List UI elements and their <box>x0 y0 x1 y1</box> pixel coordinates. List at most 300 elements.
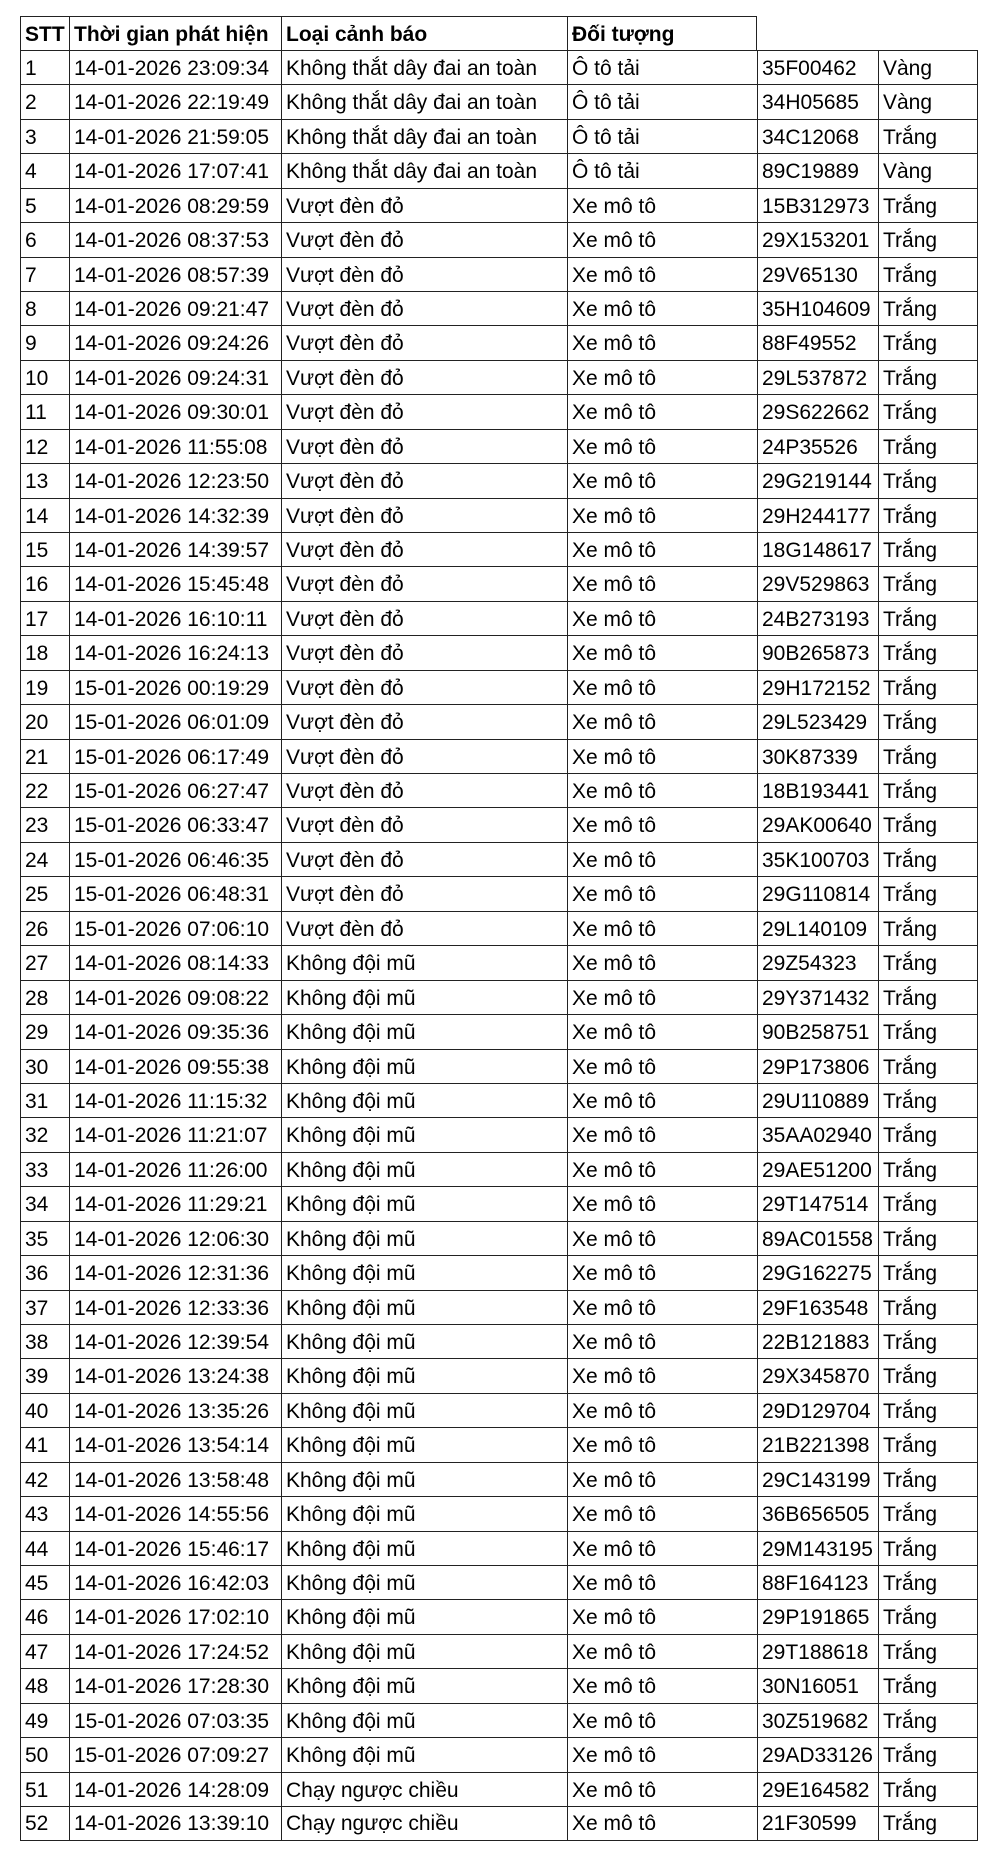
alert-type-cell: Vượt đèn đỏ <box>281 670 567 705</box>
vehicle-type-cell: Xe mô tô <box>567 257 757 292</box>
plate-number-cell: 90B265873 <box>757 635 878 671</box>
plate-color-cell: Trắng <box>878 773 978 808</box>
alert-type-cell: Không đội mũ <box>281 1083 567 1118</box>
plate-color-cell: Trắng <box>878 1186 978 1222</box>
detected-time-cell: 15-01-2026 06:48:31 <box>69 876 281 912</box>
vehicle-type-cell: Xe mô tô <box>567 876 757 912</box>
detected-time-cell: 15-01-2026 07:03:35 <box>69 1703 281 1738</box>
stt-cell: 34 <box>20 1186 69 1222</box>
plate-number-cell: 29L523429 <box>757 704 878 740</box>
stt-cell: 2 <box>20 84 69 120</box>
plate-color-cell: Trắng <box>878 257 978 292</box>
plate-color-cell: Trắng <box>878 360 978 395</box>
alert-type-cell: Vượt đèn đỏ <box>281 325 567 361</box>
alert-type-cell: Không thắt dây đai an toàn <box>281 153 567 189</box>
plate-color-cell: Trắng <box>878 1772 978 1807</box>
stt-cell: 35 <box>20 1221 69 1256</box>
plate-color-cell: Trắng <box>878 1393 978 1428</box>
plate-number-cell: 35H104609 <box>757 291 878 326</box>
plate-number-cell: 29G162275 <box>757 1255 878 1291</box>
vehicle-type-cell: Xe mô tô <box>567 1599 757 1635</box>
plate-number-cell: 90B258751 <box>757 1014 878 1050</box>
plate-color-cell: Trắng <box>878 1117 978 1153</box>
vehicle-type-cell: Xe mô tô <box>567 635 757 671</box>
stt-cell: 19 <box>20 670 69 705</box>
plate-color-cell: Trắng <box>878 704 978 740</box>
plate-number-cell: 35F00462 <box>757 50 878 85</box>
detected-time-cell: 14-01-2026 14:28:09 <box>69 1772 281 1807</box>
plate-color-cell: Trắng <box>878 601 978 636</box>
stt-cell: 15 <box>20 532 69 567</box>
detected-time-cell: 14-01-2026 17:24:52 <box>69 1634 281 1669</box>
vehicle-type-cell: Xe mô tô <box>567 566 757 602</box>
alert-type-cell: Vượt đèn đỏ <box>281 704 567 740</box>
detected-time-cell: 14-01-2026 09:24:26 <box>69 325 281 361</box>
vehicle-type-cell: Xe mô tô <box>567 222 757 258</box>
vehicle-type-cell: Xe mô tô <box>567 463 757 499</box>
alert-type-cell: Không đội mũ <box>281 1599 567 1635</box>
alert-type-cell: Vượt đèn đỏ <box>281 222 567 258</box>
vehicle-type-cell: Xe mô tô <box>567 1634 757 1669</box>
vehicle-type-cell: Xe mô tô <box>567 773 757 808</box>
plate-number-cell: 29T147514 <box>757 1186 878 1222</box>
vehicle-type-cell: Xe mô tô <box>567 1083 757 1118</box>
alert-type-cell: Vượt đèn đỏ <box>281 635 567 671</box>
vehicle-type-cell: Xe mô tô <box>567 1221 757 1256</box>
alert-type-cell: Vượt đèn đỏ <box>281 498 567 533</box>
stt-cell: 32 <box>20 1117 69 1153</box>
alert-type-cell: Vượt đèn đỏ <box>281 911 567 946</box>
plate-color-cell: Trắng <box>878 188 978 223</box>
vehicle-type-cell: Xe mô tô <box>567 601 757 636</box>
vehicle-type-cell: Xe mô tô <box>567 498 757 533</box>
stt-cell: 50 <box>20 1737 69 1773</box>
stt-cell: 25 <box>20 876 69 912</box>
vehicle-type-cell: Xe mô tô <box>567 360 757 395</box>
detected-time-cell: 14-01-2026 14:55:56 <box>69 1496 281 1532</box>
alert-type-cell: Vượt đèn đỏ <box>281 257 567 292</box>
vehicle-type-cell: Ô tô tải <box>567 84 757 120</box>
alert-type-cell: Không đội mũ <box>281 980 567 1015</box>
stt-cell: 7 <box>20 257 69 292</box>
alert-type-cell: Không đội mũ <box>281 1186 567 1222</box>
alert-type-cell: Vượt đèn đỏ <box>281 360 567 395</box>
detected-time-cell: 14-01-2026 17:07:41 <box>69 153 281 189</box>
alert-type-cell: Không đội mũ <box>281 1324 567 1359</box>
stt-cell: 11 <box>20 394 69 430</box>
alert-type-cell: Vượt đèn đỏ <box>281 566 567 602</box>
detected-time-cell: 14-01-2026 16:10:11 <box>69 601 281 636</box>
stt-cell: 18 <box>20 635 69 671</box>
detected-time-cell: 15-01-2026 00:19:29 <box>69 670 281 705</box>
detected-time-cell: 14-01-2026 12:06:30 <box>69 1221 281 1256</box>
stt-cell: 12 <box>20 429 69 464</box>
stt-cell: 46 <box>20 1599 69 1635</box>
vehicle-type-cell: Xe mô tô <box>567 325 757 361</box>
plate-color-cell: Trắng <box>878 1496 978 1532</box>
vehicle-type-cell: Xe mô tô <box>567 1186 757 1222</box>
detected-time-cell: 15-01-2026 06:17:49 <box>69 739 281 774</box>
alert-type-cell: Không đội mũ <box>281 1358 567 1394</box>
plate-color-cell: Trắng <box>878 1531 978 1566</box>
vehicle-type-cell: Xe mô tô <box>567 1462 757 1497</box>
alert-type-cell: Không đội mũ <box>281 1221 567 1256</box>
plate-number-cell: 30N16051 <box>757 1668 878 1704</box>
plate-number-cell: 34H05685 <box>757 84 878 120</box>
detected-time-cell: 14-01-2026 09:21:47 <box>69 291 281 326</box>
plate-number-cell: 29G110814 <box>757 876 878 912</box>
header-stt: STT <box>20 16 69 51</box>
plate-color-cell: Trắng <box>878 1152 978 1187</box>
plate-color-cell: Trắng <box>878 1427 978 1463</box>
plate-color-cell: Trắng <box>878 1358 978 1394</box>
plate-number-cell: 18B193441 <box>757 773 878 808</box>
plate-color-cell: Trắng <box>878 1083 978 1118</box>
detected-time-cell: 14-01-2026 13:54:14 <box>69 1427 281 1463</box>
alert-type-cell: Không đội mũ <box>281 1462 567 1497</box>
plate-color-cell: Trắng <box>878 394 978 430</box>
stt-cell: 45 <box>20 1565 69 1600</box>
alert-type-cell: Không thắt dây đai an toàn <box>281 50 567 85</box>
plate-color-cell: Trắng <box>878 980 978 1015</box>
plate-number-cell: 29H172152 <box>757 670 878 705</box>
plate-color-cell: Trắng <box>878 1049 978 1084</box>
alert-type-cell: Không đội mũ <box>281 1117 567 1153</box>
plate-color-cell: Trắng <box>878 842 978 877</box>
vehicle-type-cell: Xe mô tô <box>567 670 757 705</box>
vehicle-type-cell: Xe mô tô <box>567 911 757 946</box>
alert-type-cell: Vượt đèn đỏ <box>281 773 567 808</box>
alert-type-cell: Không đội mũ <box>281 1427 567 1463</box>
plate-color-cell: Trắng <box>878 1634 978 1669</box>
plate-color-cell: Trắng <box>878 291 978 326</box>
plate-color-cell: Trắng <box>878 1255 978 1291</box>
stt-cell: 43 <box>20 1496 69 1532</box>
vehicle-type-cell: Xe mô tô <box>567 1290 757 1325</box>
plate-number-cell: 29V65130 <box>757 257 878 292</box>
plate-number-cell: 88F49552 <box>757 325 878 361</box>
plate-color-cell: Vàng <box>878 153 978 189</box>
stt-cell: 1 <box>20 50 69 85</box>
vehicle-type-cell: Xe mô tô <box>567 1324 757 1359</box>
vehicle-type-cell: Xe mô tô <box>567 1427 757 1463</box>
detected-time-cell: 14-01-2026 16:42:03 <box>69 1565 281 1600</box>
alert-type-cell: Không đội mũ <box>281 945 567 981</box>
stt-cell: 30 <box>20 1049 69 1084</box>
stt-cell: 29 <box>20 1014 69 1050</box>
stt-cell: 20 <box>20 704 69 740</box>
stt-cell: 33 <box>20 1152 69 1187</box>
detected-time-cell: 14-01-2026 14:39:57 <box>69 532 281 567</box>
plate-color-cell: Trắng <box>878 911 978 946</box>
plate-color-cell: Trắng <box>878 119 978 154</box>
stt-cell: 22 <box>20 773 69 808</box>
vehicle-type-cell: Xe mô tô <box>567 704 757 740</box>
alert-type-cell: Vượt đèn đỏ <box>281 291 567 326</box>
plate-number-cell: 36B656505 <box>757 1496 878 1532</box>
plate-color-cell: Trắng <box>878 635 978 671</box>
detected-time-cell: 14-01-2026 13:24:38 <box>69 1358 281 1394</box>
plate-color-cell: Trắng <box>878 429 978 464</box>
vehicle-type-cell: Xe mô tô <box>567 1806 757 1841</box>
stt-cell: 38 <box>20 1324 69 1359</box>
vehicle-type-cell: Xe mô tô <box>567 1014 757 1050</box>
alert-type-cell: Vượt đèn đỏ <box>281 188 567 223</box>
plate-number-cell: 29H244177 <box>757 498 878 533</box>
plate-number-cell: 35K100703 <box>757 842 878 877</box>
stt-cell: 28 <box>20 980 69 1015</box>
header-alert-type: Loại cảnh báo <box>281 16 567 51</box>
alert-type-cell: Không đội mũ <box>281 1496 567 1532</box>
detected-time-cell: 14-01-2026 14:32:39 <box>69 498 281 533</box>
vehicle-type-cell: Xe mô tô <box>567 188 757 223</box>
alert-type-cell: Chạy ngược chiều <box>281 1772 567 1807</box>
plate-number-cell: 29E164582 <box>757 1772 878 1807</box>
detected-time-cell: 15-01-2026 06:33:47 <box>69 807 281 843</box>
plate-color-cell: Trắng <box>878 1737 978 1773</box>
plate-number-cell: 29D129704 <box>757 1393 878 1428</box>
plate-number-cell: 29AE51200 <box>757 1152 878 1187</box>
detected-time-cell: 14-01-2026 11:55:08 <box>69 429 281 464</box>
plate-color-cell: Trắng <box>878 566 978 602</box>
detected-time-cell: 14-01-2026 11:29:21 <box>69 1186 281 1222</box>
alert-type-cell: Không đội mũ <box>281 1290 567 1325</box>
detected-time-cell: 14-01-2026 22:19:49 <box>69 84 281 120</box>
vehicle-type-cell: Xe mô tô <box>567 739 757 774</box>
detected-time-cell: 14-01-2026 12:31:36 <box>69 1255 281 1291</box>
plate-color-cell: Vàng <box>878 84 978 120</box>
alert-type-cell: Không đội mũ <box>281 1152 567 1187</box>
vehicle-type-cell: Xe mô tô <box>567 1393 757 1428</box>
plate-color-cell: Vàng <box>878 50 978 85</box>
vehicle-type-cell: Xe mô tô <box>567 1117 757 1153</box>
detected-time-cell: 15-01-2026 06:01:09 <box>69 704 281 740</box>
stt-cell: 48 <box>20 1668 69 1704</box>
plate-color-cell: Trắng <box>878 1806 978 1841</box>
plate-color-cell: Trắng <box>878 1668 978 1704</box>
alert-type-cell: Không đội mũ <box>281 1703 567 1738</box>
alert-type-cell: Không đội mũ <box>281 1014 567 1050</box>
plate-number-cell: 29AD33126 <box>757 1737 878 1773</box>
plate-color-cell: Trắng <box>878 1462 978 1497</box>
plate-color-cell: Trắng <box>878 325 978 361</box>
detected-time-cell: 14-01-2026 13:39:10 <box>69 1806 281 1841</box>
alert-type-cell: Không đội mũ <box>281 1531 567 1566</box>
plate-number-cell: 24P35526 <box>757 429 878 464</box>
plate-color-cell: Trắng <box>878 1014 978 1050</box>
plate-color-cell: Trắng <box>878 876 978 912</box>
alert-type-cell: Không đội mũ <box>281 1049 567 1084</box>
detected-time-cell: 14-01-2026 23:09:34 <box>69 50 281 85</box>
plate-color-cell: Trắng <box>878 807 978 843</box>
stt-cell: 9 <box>20 325 69 361</box>
plate-number-cell: 29P191865 <box>757 1599 878 1635</box>
vehicle-type-cell: Xe mô tô <box>567 1358 757 1394</box>
detected-time-cell: 14-01-2026 12:23:50 <box>69 463 281 499</box>
detected-time-cell: 14-01-2026 11:26:00 <box>69 1152 281 1187</box>
vehicle-type-cell: Xe mô tô <box>567 394 757 430</box>
detected-time-cell: 14-01-2026 08:29:59 <box>69 188 281 223</box>
plate-number-cell: 29P173806 <box>757 1049 878 1084</box>
detected-time-cell: 15-01-2026 06:27:47 <box>69 773 281 808</box>
plate-number-cell: 29X345870 <box>757 1358 878 1394</box>
plate-color-cell: Trắng <box>878 670 978 705</box>
detected-time-cell: 14-01-2026 09:55:38 <box>69 1049 281 1084</box>
plate-number-cell: 29X153201 <box>757 222 878 258</box>
plate-number-cell: 29V529863 <box>757 566 878 602</box>
stt-cell: 5 <box>20 188 69 223</box>
stt-cell: 27 <box>20 945 69 981</box>
alert-type-cell: Không đội mũ <box>281 1737 567 1773</box>
plate-color-cell: Trắng <box>878 1290 978 1325</box>
plate-color-cell: Trắng <box>878 532 978 567</box>
vehicle-type-cell: Xe mô tô <box>567 1668 757 1704</box>
vehicle-type-cell: Ô tô tải <box>567 119 757 154</box>
vehicle-type-cell: Xe mô tô <box>567 1737 757 1773</box>
vehicle-type-cell: Xe mô tô <box>567 1531 757 1566</box>
vehicle-type-cell: Xe mô tô <box>567 980 757 1015</box>
stt-cell: 47 <box>20 1634 69 1669</box>
alert-type-cell: Vượt đèn đỏ <box>281 842 567 877</box>
detected-time-cell: 14-01-2026 11:21:07 <box>69 1117 281 1153</box>
plate-color-cell: Trắng <box>878 1221 978 1256</box>
stt-cell: 24 <box>20 842 69 877</box>
plate-number-cell: 21B221398 <box>757 1427 878 1463</box>
vehicle-type-cell: Xe mô tô <box>567 1255 757 1291</box>
plate-number-cell: 34C12068 <box>757 119 878 154</box>
stt-cell: 8 <box>20 291 69 326</box>
stt-cell: 52 <box>20 1806 69 1841</box>
detected-time-cell: 15-01-2026 07:06:10 <box>69 911 281 946</box>
plate-number-cell: 15B312973 <box>757 188 878 223</box>
detected-time-cell: 15-01-2026 06:46:35 <box>69 842 281 877</box>
alert-type-cell: Vượt đèn đỏ <box>281 532 567 567</box>
plate-number-cell: 30K87339 <box>757 739 878 774</box>
alert-type-cell: Vượt đèn đỏ <box>281 876 567 912</box>
plate-number-cell: 29AK00640 <box>757 807 878 843</box>
vehicle-type-cell: Xe mô tô <box>567 429 757 464</box>
plate-number-cell: 29G219144 <box>757 463 878 499</box>
vehicle-type-cell: Xe mô tô <box>567 1772 757 1807</box>
detected-time-cell: 14-01-2026 15:45:48 <box>69 566 281 602</box>
plate-number-cell: 29C143199 <box>757 1462 878 1497</box>
vehicle-type-cell: Ô tô tải <box>567 153 757 189</box>
plate-number-cell: 89AC01558 <box>757 1221 878 1256</box>
plate-color-cell: Trắng <box>878 1324 978 1359</box>
stt-cell: 37 <box>20 1290 69 1325</box>
plate-number-cell: 29M143195 <box>757 1531 878 1566</box>
detected-time-cell: 14-01-2026 08:37:53 <box>69 222 281 258</box>
detected-time-cell: 15-01-2026 07:09:27 <box>69 1737 281 1773</box>
alert-type-cell: Vượt đèn đỏ <box>281 429 567 464</box>
detected-time-cell: 14-01-2026 13:35:26 <box>69 1393 281 1428</box>
stt-cell: 13 <box>20 463 69 499</box>
plate-color-cell: Trắng <box>878 945 978 981</box>
vehicle-type-cell: Xe mô tô <box>567 532 757 567</box>
vehicle-type-cell: Xe mô tô <box>567 1049 757 1084</box>
alert-type-cell: Chạy ngược chiều <box>281 1806 567 1841</box>
alert-type-cell: Vượt đèn đỏ <box>281 807 567 843</box>
plate-number-cell: 29L140109 <box>757 911 878 946</box>
stt-cell: 23 <box>20 807 69 843</box>
plate-number-cell: 21F30599 <box>757 1806 878 1841</box>
plate-number-cell: 89C19889 <box>757 153 878 189</box>
detected-time-cell: 14-01-2026 09:35:36 <box>69 1014 281 1050</box>
alert-type-cell: Vượt đèn đỏ <box>281 601 567 636</box>
plate-number-cell: 22B121883 <box>757 1324 878 1359</box>
stt-cell: 6 <box>20 222 69 258</box>
vehicle-type-cell: Xe mô tô <box>567 1496 757 1532</box>
plate-color-cell: Trắng <box>878 463 978 499</box>
stt-cell: 14 <box>20 498 69 533</box>
stt-cell: 51 <box>20 1772 69 1807</box>
plate-number-cell: 88F164123 <box>757 1565 878 1600</box>
alert-type-cell: Không đội mũ <box>281 1668 567 1704</box>
vehicle-type-cell: Xe mô tô <box>567 1565 757 1600</box>
detected-time-cell: 14-01-2026 21:59:05 <box>69 119 281 154</box>
stt-cell: 10 <box>20 360 69 395</box>
plate-number-cell: 30Z519682 <box>757 1703 878 1738</box>
plate-number-cell: 29S622662 <box>757 394 878 430</box>
detected-time-cell: 14-01-2026 17:02:10 <box>69 1599 281 1635</box>
detected-time-cell: 14-01-2026 09:24:31 <box>69 360 281 395</box>
stt-cell: 16 <box>20 566 69 602</box>
plate-number-cell: 29F163548 <box>757 1290 878 1325</box>
detected-time-cell: 14-01-2026 15:46:17 <box>69 1531 281 1566</box>
alert-type-cell: Không thắt dây đai an toàn <box>281 84 567 120</box>
alert-type-cell: Không đội mũ <box>281 1255 567 1291</box>
plate-color-cell: Trắng <box>878 1599 978 1635</box>
plate-number-cell: 29Z54323 <box>757 945 878 981</box>
detected-time-cell: 14-01-2026 12:39:54 <box>69 1324 281 1359</box>
vehicle-type-cell: Xe mô tô <box>567 807 757 843</box>
detected-time-cell: 14-01-2026 09:30:01 <box>69 394 281 430</box>
stt-cell: 41 <box>20 1427 69 1463</box>
alert-type-cell: Vượt đèn đỏ <box>281 463 567 499</box>
plate-number-cell: 18G148617 <box>757 532 878 567</box>
plate-number-cell: 24B273193 <box>757 601 878 636</box>
vehicle-type-cell: Xe mô tô <box>567 1703 757 1738</box>
vehicle-type-cell: Xe mô tô <box>567 842 757 877</box>
vehicle-type-cell: Xe mô tô <box>567 291 757 326</box>
plate-number-cell: 29T188618 <box>757 1634 878 1669</box>
plate-number-cell: 35AA02940 <box>757 1117 878 1153</box>
stt-cell: 17 <box>20 601 69 636</box>
plate-color-cell: Trắng <box>878 222 978 258</box>
alert-type-cell: Không đội mũ <box>281 1393 567 1428</box>
stt-cell: 40 <box>20 1393 69 1428</box>
plate-number-cell: 29L537872 <box>757 360 878 395</box>
stt-cell: 26 <box>20 911 69 946</box>
plate-color-cell: Trắng <box>878 498 978 533</box>
detected-time-cell: 14-01-2026 08:57:39 <box>69 257 281 292</box>
plate-number-cell: 29U110889 <box>757 1083 878 1118</box>
header-vehicle-type: Đối tượng <box>567 16 757 51</box>
detected-time-cell: 14-01-2026 12:33:36 <box>69 1290 281 1325</box>
plate-color-cell: Trắng <box>878 1565 978 1600</box>
detected-time-cell: 14-01-2026 13:58:48 <box>69 1462 281 1497</box>
alert-type-cell: Không đội mũ <box>281 1634 567 1669</box>
detected-time-cell: 14-01-2026 08:14:33 <box>69 945 281 981</box>
stt-cell: 31 <box>20 1083 69 1118</box>
plate-color-cell: Trắng <box>878 739 978 774</box>
alert-type-cell: Vượt đèn đỏ <box>281 739 567 774</box>
stt-cell: 49 <box>20 1703 69 1738</box>
stt-cell: 39 <box>20 1358 69 1394</box>
stt-cell: 44 <box>20 1531 69 1566</box>
detected-time-cell: 14-01-2026 09:08:22 <box>69 980 281 1015</box>
vehicle-type-cell: Xe mô tô <box>567 1152 757 1187</box>
